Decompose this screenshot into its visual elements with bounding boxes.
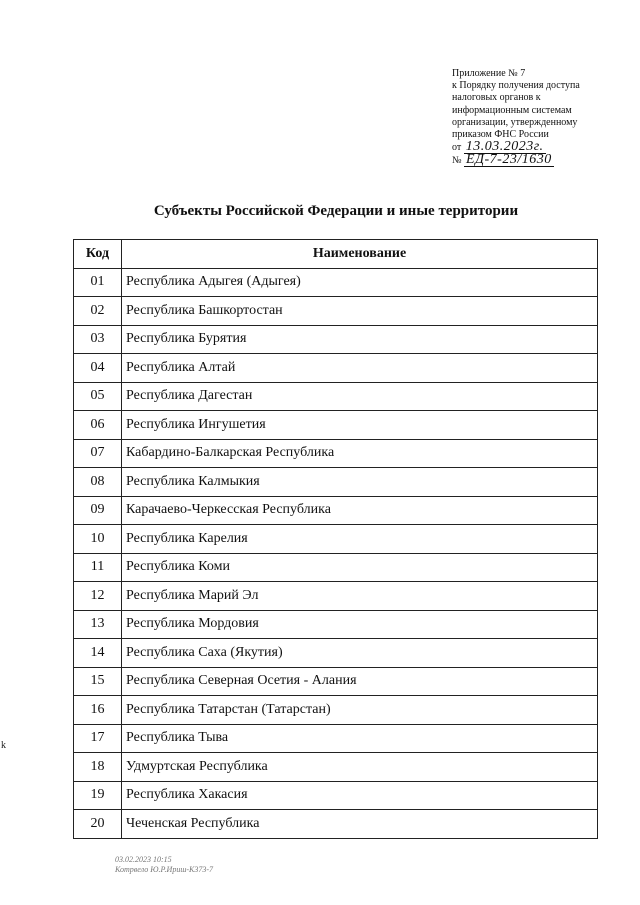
region-name: Республика Калмыкия [122,468,598,497]
region-code: 18 [74,753,122,782]
table-row [74,439,598,468]
region-name: Республика Марий Эл [122,582,598,611]
header-code: Код [74,240,122,269]
date-prefix: от [452,142,462,154]
region-code: 17 [74,724,122,753]
table-row [74,411,598,440]
region-name: Чеченская Республика [122,810,598,839]
table-header-row [74,240,598,269]
table-row [74,781,598,810]
region-code: 07 [74,439,122,468]
region-name: Республика Алтай [122,354,598,383]
region-code: 08 [74,468,122,497]
region-name: Кабардино-Балкарская Республика [122,439,598,468]
table-row [74,582,598,611]
table-row [74,268,598,297]
table-row [74,496,598,525]
header-name: Наименование [122,240,598,269]
table-row [74,553,598,582]
region-code: 02 [74,297,122,326]
region-code: 06 [74,411,122,440]
table-row [74,639,598,668]
region-code: 12 [74,582,122,611]
table-row [74,468,598,497]
region-name: Карачаево-Черкесская Республика [122,496,598,525]
appendix-line: к Порядку получения доступа [452,80,580,92]
footer-author: Котрвело Ю.Р.Ириш-К373-7 [115,865,213,874]
appendix-line: налоговых органов к [452,92,541,104]
region-code: 01 [74,268,122,297]
appendix-block [452,68,602,168]
region-name: Республика Дагестан [122,382,598,411]
document-title: Субъекты Российской Федерации и иные территории [153,203,519,219]
region-name: Республика Тыва [122,724,598,753]
regions-table [73,239,598,839]
handwritten-number: ЕД-7-23/1630 [466,152,552,168]
region-name: Республика Мордовия [122,610,598,639]
region-code: 14 [74,639,122,668]
region-name: Республика Хакасия [122,781,598,810]
region-name: Республика Саха (Якутия) [122,639,598,668]
footer-timestamp: 03.02.2023 10:15 [115,855,172,864]
table-row [74,724,598,753]
region-code: 11 [74,553,122,582]
region-code: 05 [74,382,122,411]
region-name: Республика Адыгея (Адыгея) [122,268,598,297]
region-code: 03 [74,325,122,354]
table-row [74,810,598,839]
appendix-line: приказом ФНС России [452,129,549,141]
region-name: Республика Карелия [122,525,598,554]
edge-mark: k [1,740,6,751]
appendix-line: Приложение № 7 [452,68,526,79]
region-code: 19 [74,781,122,810]
region-code: 10 [74,525,122,554]
print-footer [115,855,213,875]
table-row [74,325,598,354]
region-name: Удмуртская Республика [122,753,598,782]
table-row [74,753,598,782]
table-row [74,525,598,554]
number-prefix: № [452,155,462,167]
region-name: Республика Бурятия [122,325,598,354]
region-code: 04 [74,354,122,383]
region-code: 15 [74,667,122,696]
table-row [74,610,598,639]
region-name: Республика Татарстан (Татарстан) [122,696,598,725]
appendix-line: организации, утвержденному [452,116,578,128]
region-code: 20 [74,810,122,839]
region-name: Республика Коми [122,553,598,582]
region-name: Республика Северная Осетия - Алания [122,667,598,696]
table-row [74,297,598,326]
region-code: 13 [74,610,122,639]
handwritten-date: 13.03.2023г. [465,139,544,155]
region-code: 09 [74,496,122,525]
region-name: Республика Ингушетия [122,411,598,440]
region-name: Республика Башкортостан [122,297,598,326]
table-row [74,382,598,411]
table-row [74,354,598,383]
appendix-line: информационным системам [452,104,572,116]
appendix-number-line [452,154,602,167]
region-code: 16 [74,696,122,725]
table-row [74,667,598,696]
table-row [74,696,598,725]
